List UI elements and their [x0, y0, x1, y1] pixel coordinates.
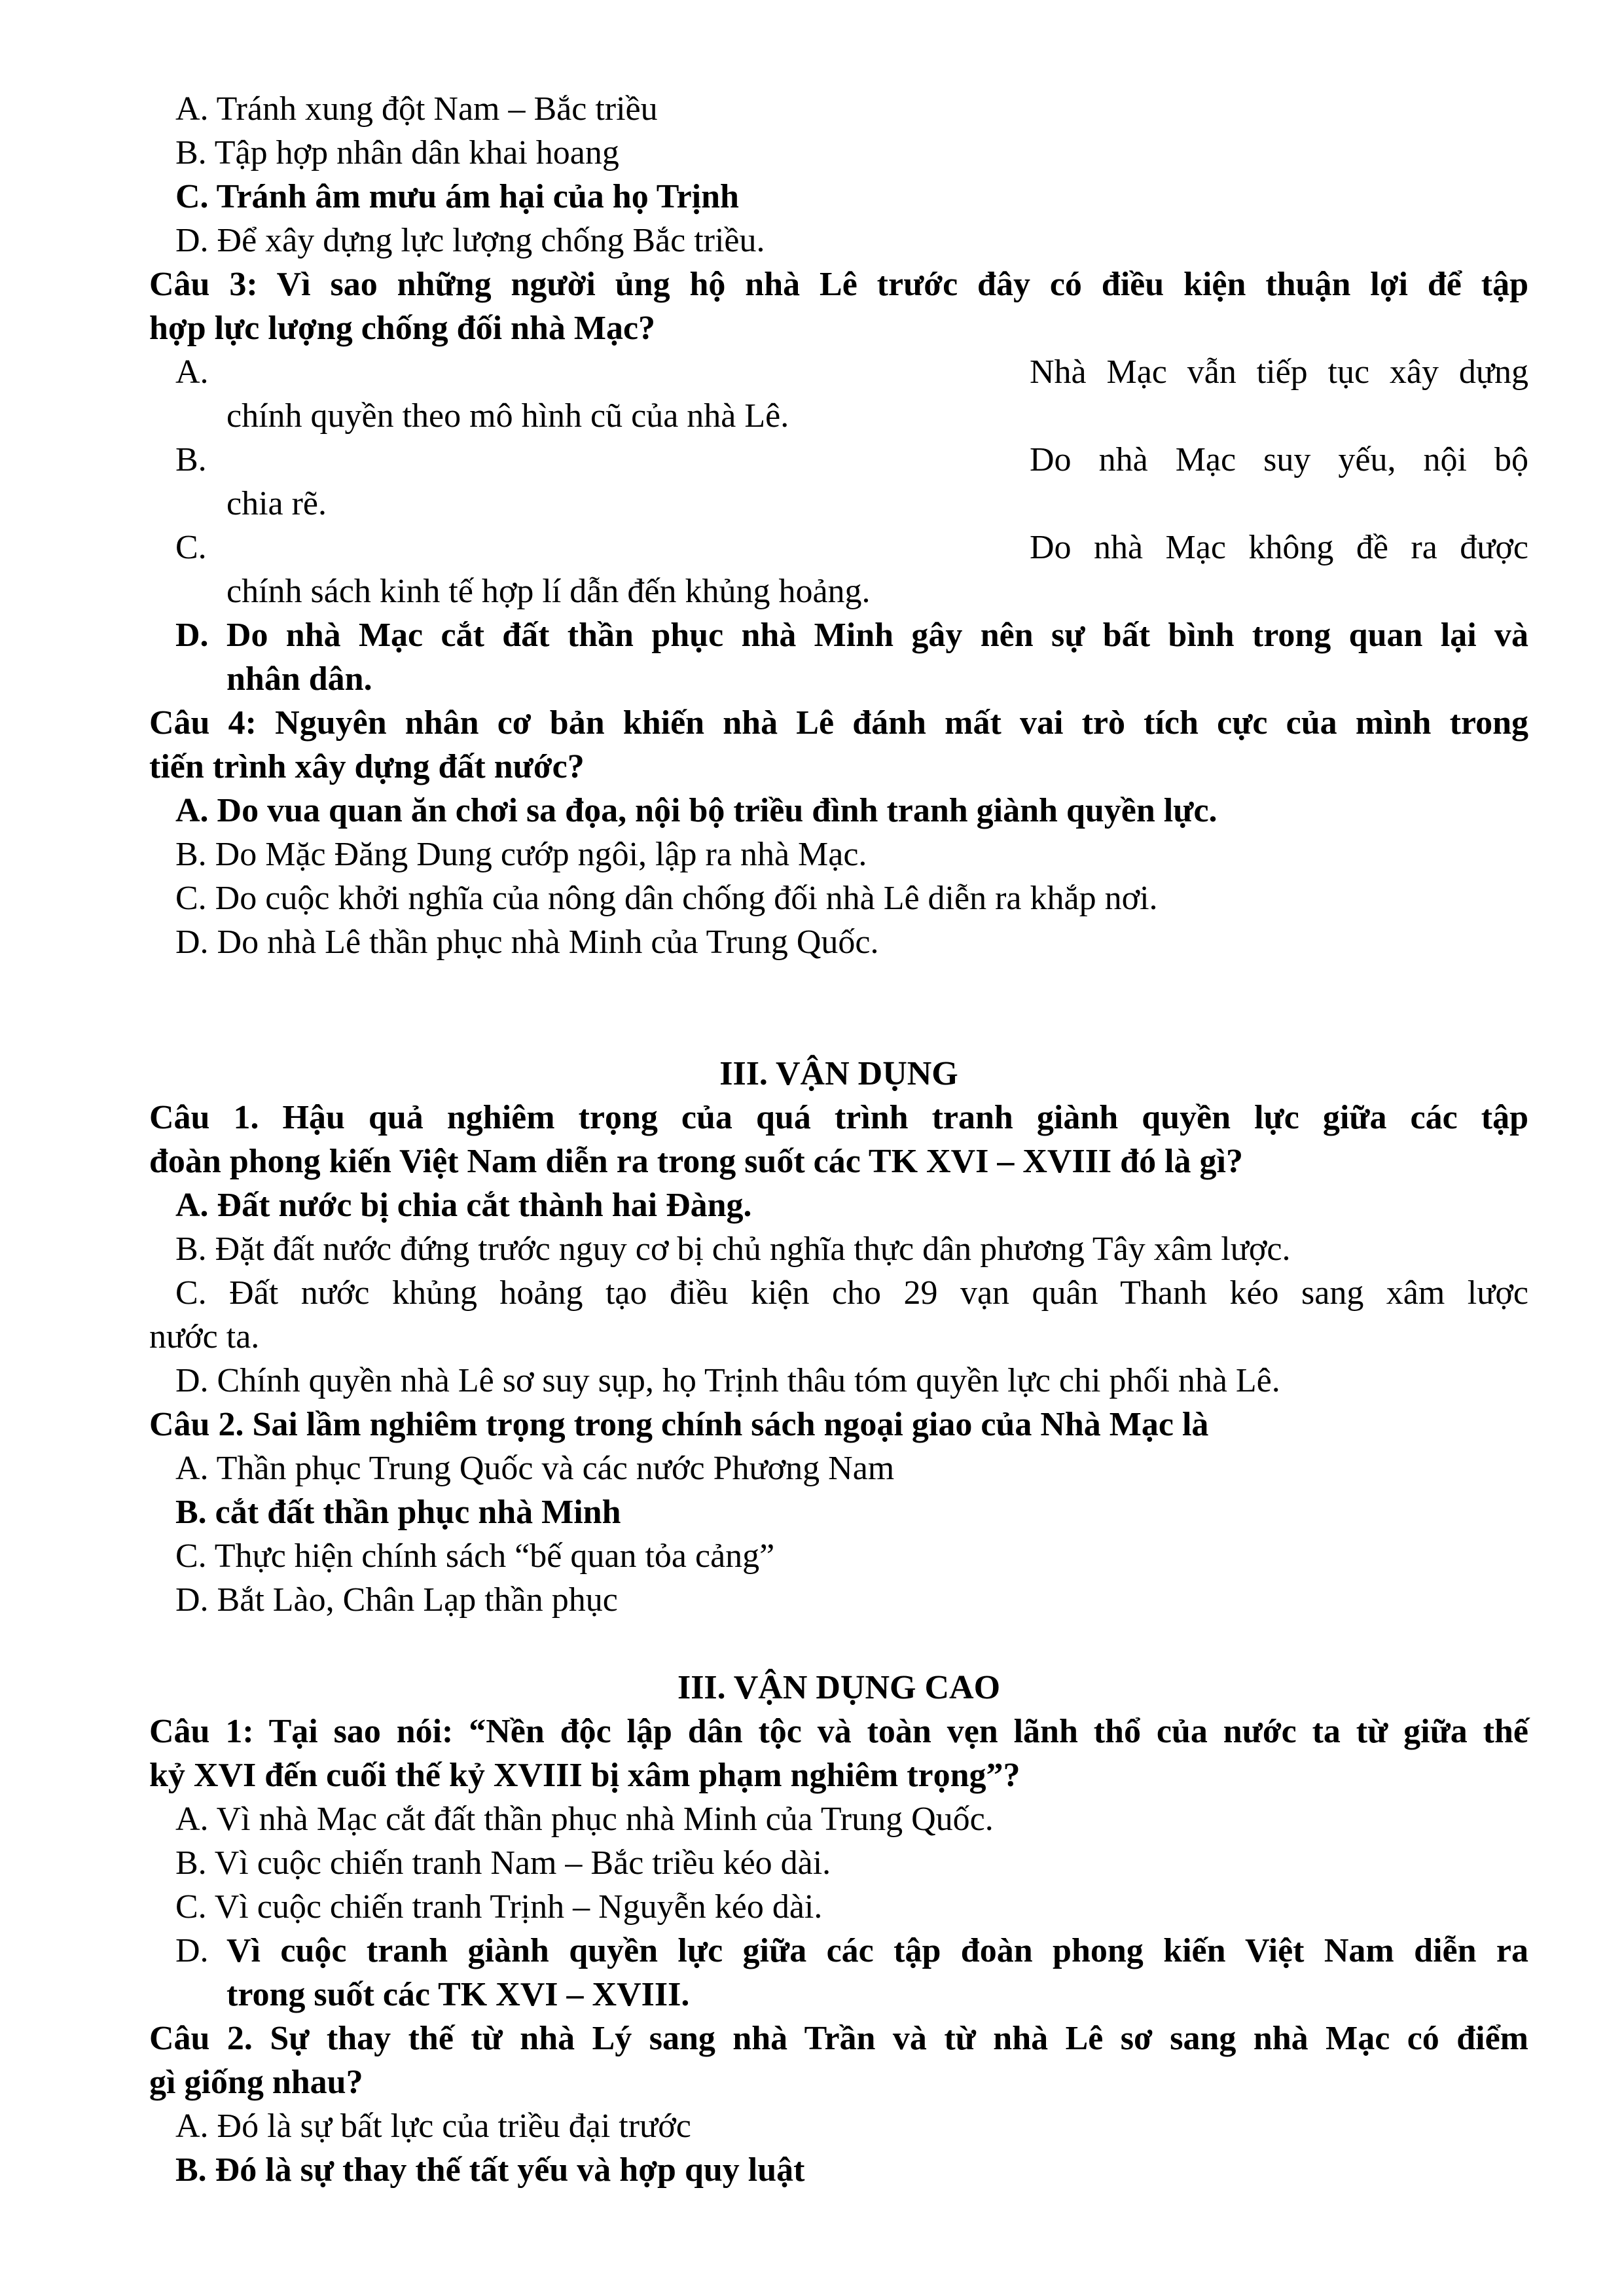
option-c-answer: C. Tránh âm mưu ám hại của họ Trịnh: [175, 178, 739, 215]
vdc-q1-option-d-letter: D.: [175, 1932, 209, 1969]
option-d: D. Để xây dựng lực lượng chống Bắc triều.: [175, 222, 765, 259]
vd-q1-question-line1: Câu 1. Hậu quả nghiêm trọng của quá trình tranh giành quyền lực giữa các tập: [149, 1099, 1528, 1136]
q3-option-c-text: Do nhà Mạc không đề ra được: [1030, 529, 1528, 566]
vd-q2-option-c: C. Thực hiện chính sách “bế quan tỏa cảng”: [175, 1537, 775, 1575]
vdc-q1-question-line1: Câu 1: Tại sao nói: “Nền độc lập dân tộc và toàn vẹn lãnh thổ của nước ta từ giữa thế: [149, 1713, 1528, 1750]
section-heading-van-dung-cao: III. VẬN DỤNG CAO: [677, 1669, 1001, 1706]
q3-question-line1: Câu 3: Vì sao những người ủng hộ nhà Lê trước đây có điều kiện thuận lợi để tập: [149, 266, 1528, 303]
q3-option-b-letter: B.: [175, 441, 207, 478]
q4-option-a-answer: A. Do vua quan ăn chơi sa đọa, nội bộ triều đình tranh giành quyền lực.: [175, 792, 1218, 829]
vd-q1-option-b: B. Đặt đất nước đứng trước nguy cơ bị chủ nghĩa thực dân phương Tây xâm lược.: [175, 1230, 1291, 1268]
vdc-q2-question-line2: gì giống nhau?: [149, 2064, 363, 2101]
vdc-q2-question-line1: Câu 2. Sự thay thế từ nhà Lý sang nhà Trần và từ nhà Lê sơ sang nhà Mạc có điểm: [149, 2020, 1528, 2057]
vd-q2-option-d: D. Bắt Lào, Chân Lạp thần phục: [175, 1581, 618, 1619]
section-heading-van-dung: III. VẬN DỤNG: [719, 1055, 958, 1092]
q3-option-b-cont: chia rẽ.: [226, 485, 327, 522]
vd-q1-question-line2: đoàn phong kiến Việt Nam diễn ra trong suốt các TK XVI – XVIII đó là gì?: [149, 1143, 1243, 1180]
q4-question-line2: tiến trình xây dựng đất nước?: [149, 748, 585, 785]
q3-option-d-answer-line2: nhân dân.: [226, 660, 372, 698]
q3-option-c-cont: chính sách kinh tế hợp lí dẫn đến khủng hoảng.: [226, 573, 871, 610]
vdc-q1-option-b: B. Vì cuộc chiến tranh Nam – Bắc triều kéo dài.: [175, 1844, 831, 1882]
vdc-q1-option-d-answer-line1: Vì cuộc tranh giành quyền lực giữa các tập đoàn phong kiến Việt Nam diễn ra: [226, 1932, 1528, 1969]
vdc-q2-option-b-answer: B. Đó là sự thay thế tất yếu và hợp quy luật: [175, 2151, 805, 2189]
q3-option-c-letter: C.: [175, 529, 207, 566]
q4-option-d: D. Do nhà Lê thần phục nhà Minh của Trung Quốc.: [175, 924, 879, 961]
vdc-q1-option-a: A. Vì nhà Mạc cắt đất thần phục nhà Minh của Trung Quốc.: [175, 1801, 994, 1838]
vdc-q1-question-line2: kỷ XVI đến cuối thế kỷ XVIII bị xâm phạm nghiêm trọng”?: [149, 1757, 1020, 1794]
vd-q2-option-a: A. Thần phục Trung Quốc và các nước Phương Nam: [175, 1450, 895, 1487]
vdc-q2-option-a: A. Đó là sự bất lực của triều đại trước: [175, 2108, 691, 2145]
vd-q1-option-c-line2: nước ta.: [149, 1318, 260, 1355]
vd-q2-question: Câu 2. Sai lầm nghiêm trọng trong chính sách ngoại giao của Nhà Mạc là: [149, 1406, 1209, 1443]
q4-question-line1: Câu 4: Nguyên nhân cơ bản khiến nhà Lê đánh mất vai trò tích cực của mình trong: [149, 704, 1528, 742]
q3-question-line2: hợp lực lượng chống đối nhà Mạc?: [149, 310, 656, 347]
option-b: B. Tập hợp nhân dân khai hoang: [175, 134, 619, 171]
q3-option-a-cont: chính quyền theo mô hình cũ của nhà Lê.: [226, 397, 789, 435]
q3-option-d-answer-line1: D. Do nhà Mạc cắt đất thần phục nhà Minh gây nên sự bất bình trong quan lại và: [175, 617, 1528, 654]
vdc-q1-option-c: C. Vì cuộc chiến tranh Trịnh – Nguyễn kéo dài.: [175, 1888, 823, 1926]
q3-option-a-text: Nhà Mạc vẫn tiếp tục xây dựng: [1030, 353, 1528, 391]
vdc-q1-option-d-answer-line2: trong suốt các TK XVI – XVIII.: [226, 1976, 690, 2013]
vd-q1-option-c-line1: C. Đất nước khủng hoảng tạo điều kiện cho 29 vạn quân Thanh kéo sang xâm lược: [175, 1274, 1528, 1312]
vd-q1-option-d: D. Chính quyền nhà Lê sơ suy sụp, họ Trịnh thâu tóm quyền lực chi phối nhà Lê.: [175, 1362, 1280, 1399]
q4-option-c: C. Do cuộc khởi nghĩa của nông dân chống đối nhà Lê diễn ra khắp nơi.: [175, 880, 1158, 917]
vd-q1-option-a-answer: A. Đất nước bị chia cắt thành hai Đàng.: [175, 1187, 752, 1224]
option-a: A. Tránh xung đột Nam – Bắc triều: [175, 90, 658, 128]
q4-option-b: B. Do Mặc Đăng Dung cướp ngôi, lập ra nhà Mạc.: [175, 836, 867, 873]
q3-option-b-text: Do nhà Mạc suy yếu, nội bộ: [1030, 441, 1528, 478]
vd-q2-option-b-answer: B. cắt đất thần phục nhà Minh: [175, 1494, 621, 1531]
q3-option-a-letter: A.: [175, 353, 209, 391]
